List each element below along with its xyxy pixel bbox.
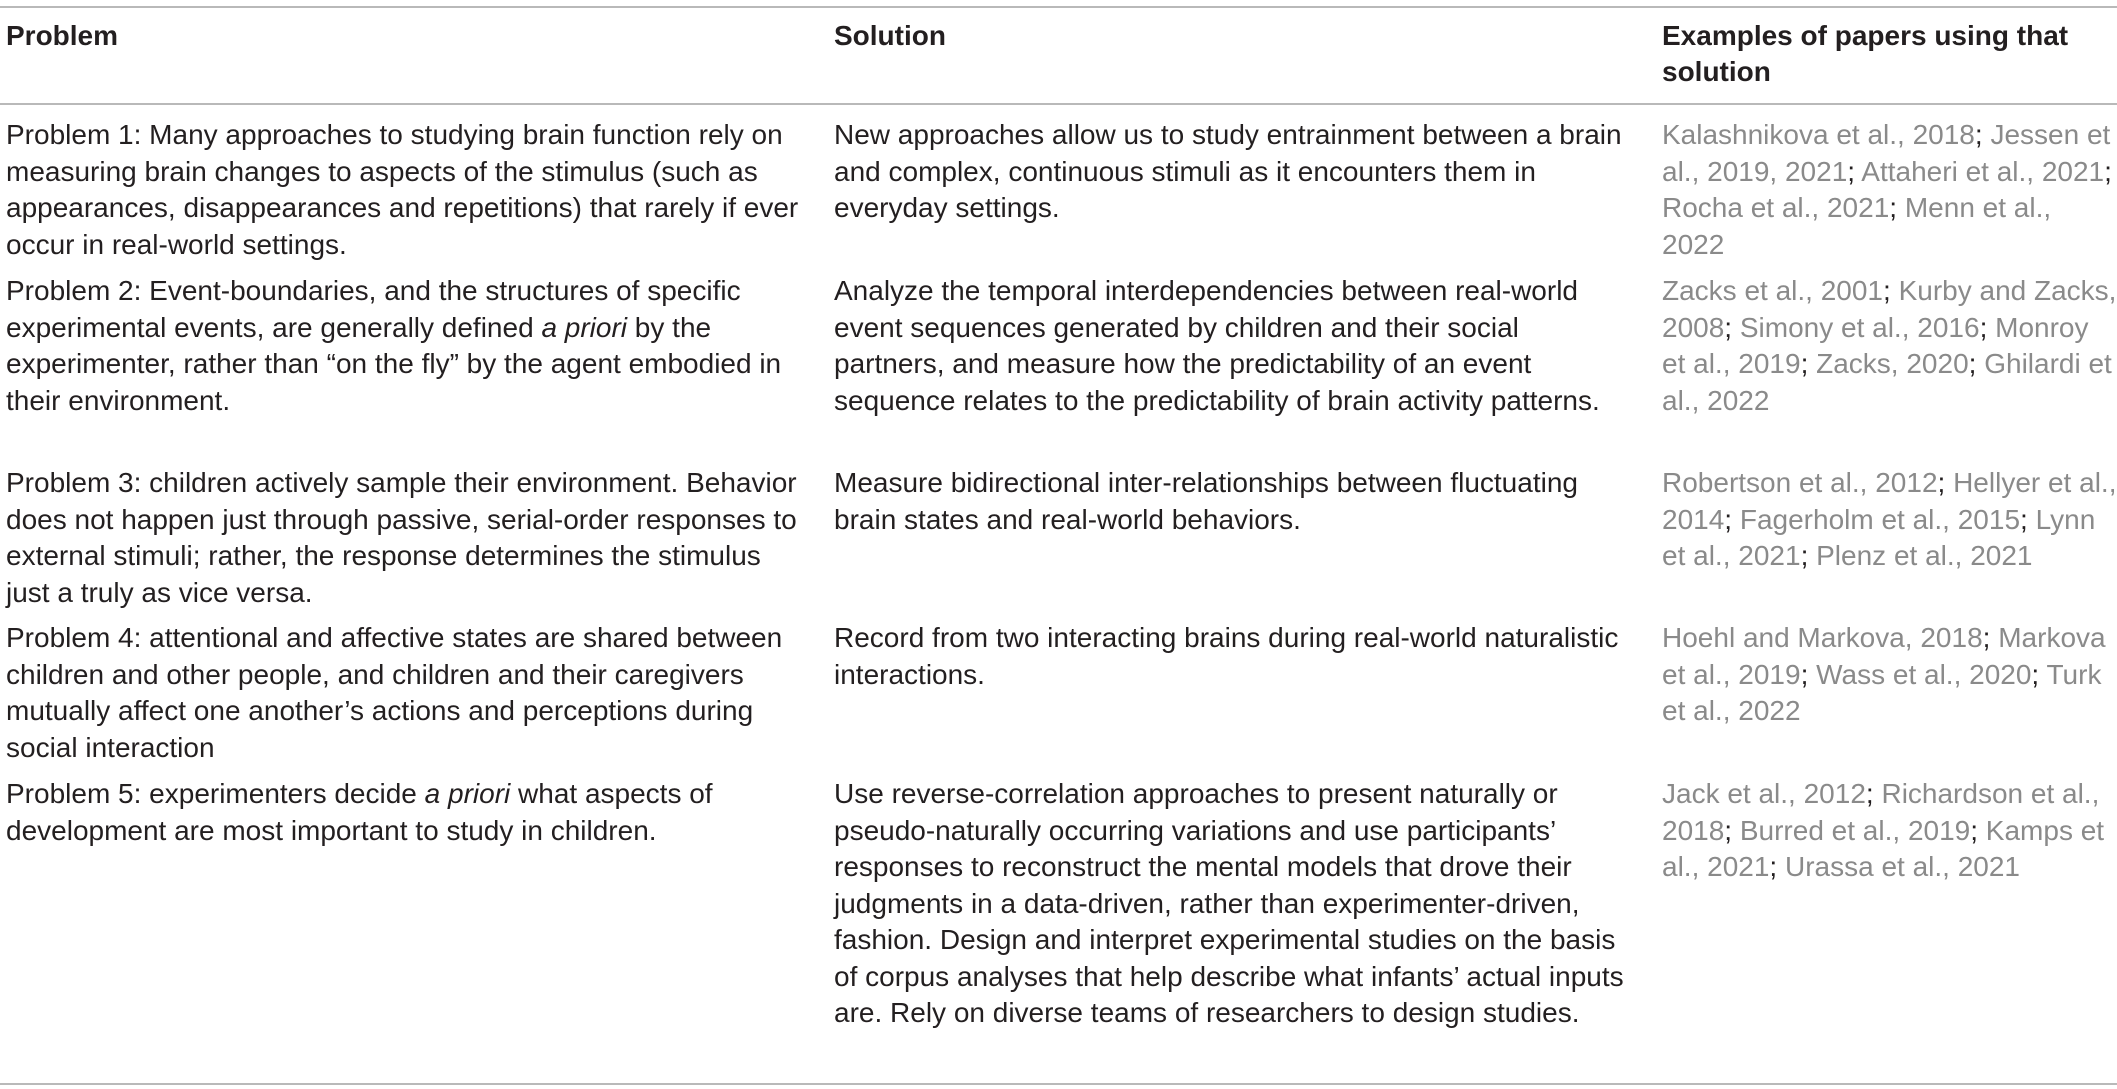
header-problem: Problem	[6, 20, 119, 51]
reference-link[interactable]: Monroy et al., 2019	[1662, 311, 2089, 379]
header-rule	[0, 103, 2117, 105]
reference-link[interactable]: Hoehl and Markova, 2018	[1662, 622, 1983, 653]
row-2-refs: Zacks et al., 2001; Kurby and Zacks, 2008; Simony et al., 2016; Monroy et al., 2019; Zacks, 2020; Ghilardi et al., 2022	[1662, 275, 2117, 416]
reference-link[interactable]: Zacks et al., 2001	[1662, 275, 1884, 306]
reference-link[interactable]: Lynn et al., 2021	[1662, 503, 2096, 571]
row-4-problem: Problem 4: attentional and affective states are shared between children and other people, and children and their caregivers mutually affect one another’s actions and perceptions during social interaction	[6, 622, 783, 763]
reference-link[interactable]: Kurby and Zacks, 2008	[1662, 275, 2117, 343]
row-5-refs: Jack et al., 2012; Richardson et al., 2018; Burred et al., 2019; Kamps et al., 2021; Urassa et al., 2021	[1662, 778, 2105, 882]
header-solution: Solution	[834, 20, 946, 51]
reference-link[interactable]: Burred et al., 2019	[1739, 814, 1971, 846]
reference-link[interactable]: Richardson et al., 2018	[1662, 778, 2100, 846]
row-2-solution: Analyze the temporal interdependencies between real-world event sequences generated by children and their social partners, and measure how the predictability of an event sequence relates to the predictability of brain activity patterns.	[834, 275, 1600, 416]
reference-link[interactable]: Markova et al., 2019	[1662, 622, 2106, 690]
row-3-refs: Robertson et al., 2012; Hellyer et al., 2014; Fagerholm et al., 2015; Lynn et al., 2021; Plenz et al., 2021	[1662, 467, 2117, 571]
reference-link[interactable]: Hellyer et al., 2014	[1662, 467, 2117, 535]
row-5-problem: Problem 5: experimenters decide a priori what aspects of development are most important to study in children.	[6, 778, 713, 846]
row-5-solution: Use reverse-correlation approaches to present naturally or pseudo-naturally occurring variations and use participants’ responses to reconstruct the mental models that drove their judgments in a data-driven, rather than experimenter-driven, fashion. Design and interpret experimental studies on the basis of corpus analyses that help describe what infants’ actual inputs are. Rely on diverse teams of researchers to design studies.	[834, 778, 1624, 1028]
table-bottom-rule	[0, 1083, 2117, 1085]
reference-link[interactable]: Zacks, 2020	[1816, 348, 1969, 379]
reference-link[interactable]: Kamps et al., 2021	[1662, 814, 2105, 882]
header-examples: Examples of papers using that solution	[1662, 20, 2069, 87]
row-4-solution: Record from two interacting brains during real-world naturalistic interactions.	[834, 622, 1619, 690]
row-3-problem: Problem 3: children actively sample their environment. Behavior does not happen just through passive, serial-order responses to external stimuli; rather, the response determines the stimulus just a truly as vice versa.	[6, 467, 797, 608]
reference-link[interactable]: Simony et al., 2016	[1739, 311, 1980, 343]
reference-link[interactable]: Plenz et al., 2021	[1816, 540, 2033, 571]
reference-link[interactable]: Kalashnikova et al., 2018	[1662, 119, 1975, 150]
reference-link[interactable]: Jessen et al., 2019, 2021	[1662, 119, 2111, 187]
reference-link[interactable]: Rocha et al., 2021	[1662, 192, 1890, 223]
reference-link[interactable]: Ghilardi et al., 2022	[1662, 348, 2112, 416]
reference-link[interactable]: Attaheri et al., 2021	[1861, 155, 2105, 187]
reference-link[interactable]: Wass et al., 2020	[1816, 658, 2032, 690]
row-4-refs: Hoehl and Markova, 2018; Markova et al., 2019; Wass et al., 2020; Turk et al., 2022	[1662, 622, 2106, 726]
reference-link[interactable]: Urassa et al., 2021	[1784, 851, 2021, 882]
reference-link[interactable]: Jack et al., 2012	[1662, 778, 1866, 809]
row-1-problem: Problem 1: Many approaches to studying brain function rely on measuring brain changes to aspects of the stimulus (such as appearances, disappearances and repetitions) that rarely if ever occur in real-world settings.	[6, 119, 799, 260]
reference-link[interactable]: Turk et al., 2022	[1662, 658, 2102, 726]
row-1-refs: Kalashnikova et al., 2018; Jessen et al., 2019, 2021; Attaheri et al., 2021; Rocha et al., 2021; Menn et al., 2022	[1662, 119, 2112, 260]
reference-link[interactable]: Fagerholm et al., 2015	[1739, 503, 2021, 535]
table-top-rule	[0, 6, 2117, 8]
row-3-solution: Measure bidirectional inter-relationships between fluctuating brain states and real-world behaviors.	[834, 467, 1578, 535]
reference-link[interactable]: Menn et al., 2022	[1662, 192, 2052, 260]
row-2-problem: Problem 2: Event-boundaries, and the structures of specific experimental events, are generally defined a priori by the experimenter, rather than “on the fly” by the agent embodied in their environment.	[6, 275, 782, 416]
row-1-solution: New approaches allow us to study entrainment between a brain and complex, continuous stimuli as it encounters them in everyday settings.	[834, 119, 1622, 223]
reference-link[interactable]: Robertson et al., 2012	[1662, 467, 1938, 498]
